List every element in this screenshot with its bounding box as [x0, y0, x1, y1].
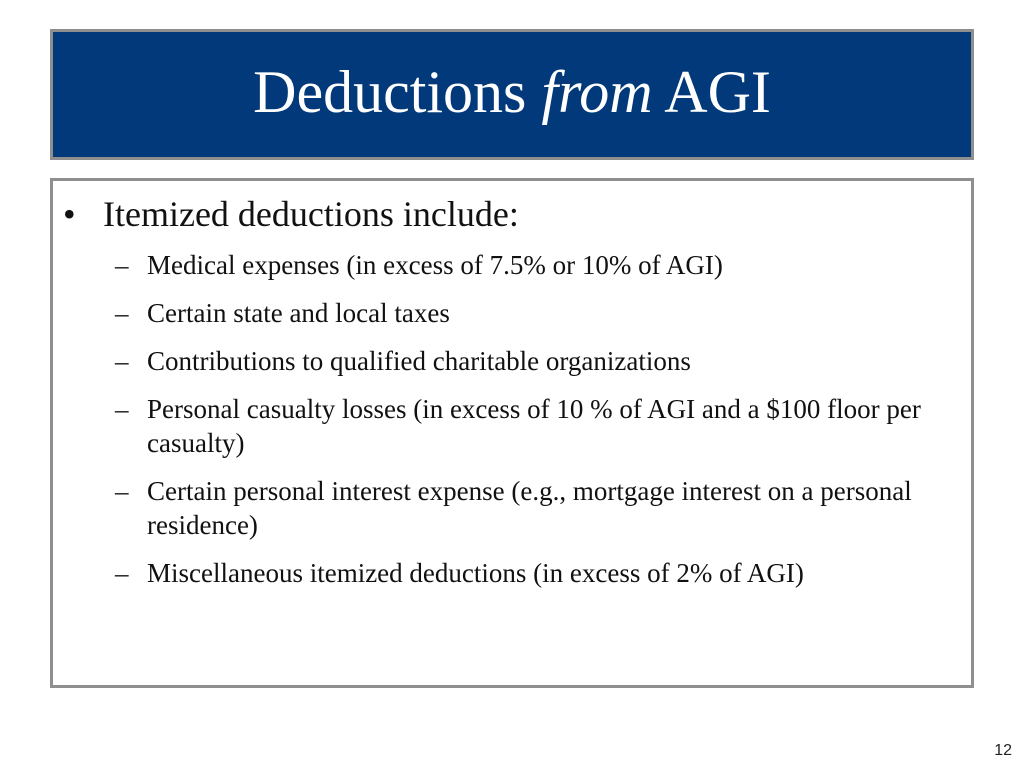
sub-bullet-item: [115, 392, 935, 460]
dash-icon: –: [115, 394, 129, 424]
sub-bullet-text: Personal casualty losses (in excess of 10 % of AGI and a $100 floor per casualty): [147, 394, 921, 458]
title-banner: [50, 29, 974, 160]
sub-bullet-text: Miscellaneous itemized deductions (in excess of 2% of AGI): [147, 558, 804, 588]
sub-bullet-item: [115, 296, 935, 330]
sub-bullet-item: [115, 556, 935, 590]
content-panel: [50, 178, 974, 688]
dash-icon: –: [115, 346, 129, 376]
title-main-text: Deductions: [253, 58, 527, 125]
title-end-text: AGI: [664, 58, 771, 125]
sub-bullet-text: Medical expenses (in excess of 7.5% or 10% of AGI): [147, 250, 723, 280]
page-number: 12: [994, 742, 1012, 759]
main-bullet-text: Itemized deductions include:: [103, 194, 519, 234]
sub-bullet-text: Certain state and local taxes: [147, 298, 450, 328]
dash-icon: –: [115, 250, 129, 280]
dash-icon: –: [115, 558, 129, 588]
title-italic-text: from: [541, 58, 653, 125]
sub-bullet-text: Certain personal interest expense (e.g., mortgage interest on a personal residence): [147, 476, 912, 540]
slide-title: [253, 58, 771, 125]
dash-icon: –: [115, 476, 129, 506]
sub-bullet-list: [115, 248, 935, 604]
sub-bullet-text: Contributions to qualified charitable organizations: [147, 346, 691, 376]
sub-bullet-item: [115, 474, 935, 542]
main-bullet-item: [63, 193, 519, 236]
bullet-icon: •: [63, 194, 76, 234]
sub-bullet-item: [115, 248, 935, 282]
dash-icon: –: [115, 298, 129, 328]
sub-bullet-item: [115, 344, 935, 378]
